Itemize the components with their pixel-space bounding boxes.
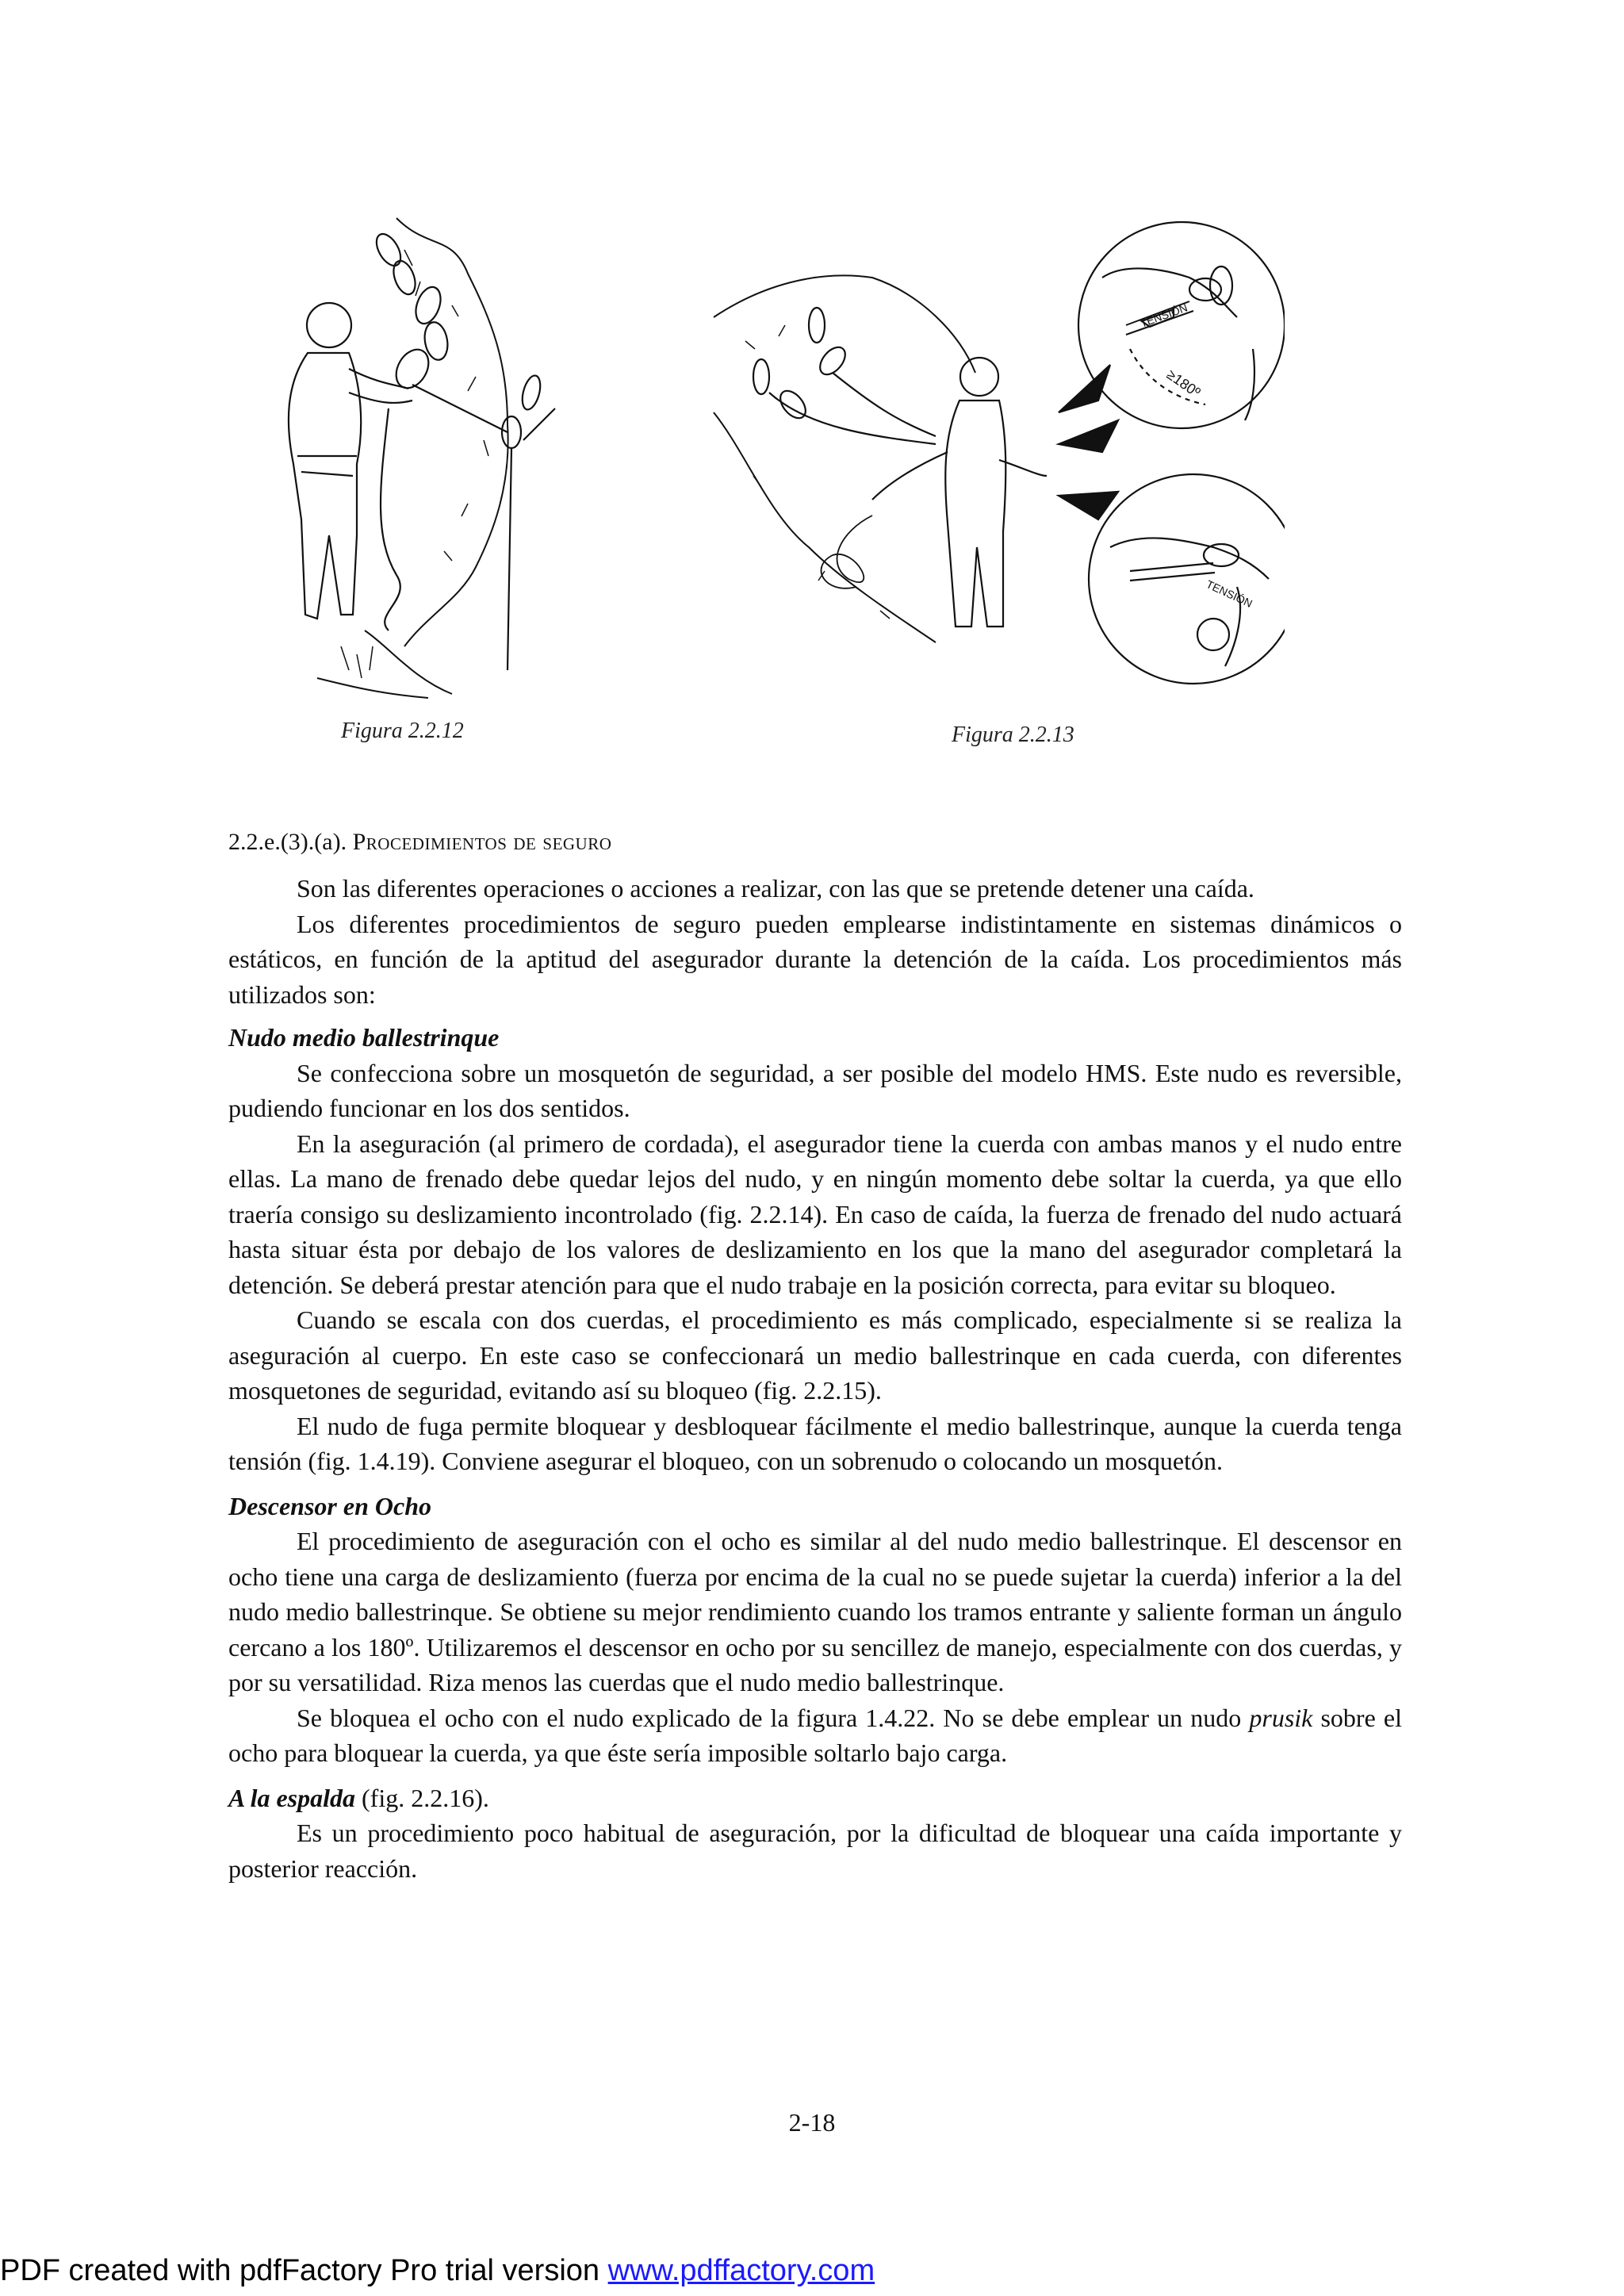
paragraph: Los diferentes procedimientos de seguro pueden emplearse indistintamente en sistemas dinámicos o estáticos, en función de la aptitud del asegurador durante la detención de la caída. Los procedimientos más utilizados son: <box>228 909 1402 1009</box>
section-title: Procedimientos de seguro <box>352 829 612 855</box>
angle-label: ≥180º <box>1163 366 1204 401</box>
pdf-watermark-footer <box>0 2254 875 2288</box>
footer-text: PDF created with pdfFactory Pro trial version <box>0 2254 608 2287</box>
section-heading <box>228 829 611 856</box>
figure-caption: Figura 2.2.13 <box>952 723 1074 747</box>
paragraph <box>228 1700 1402 1771</box>
subheading: Nudo medio ballestrinque <box>228 1023 500 1052</box>
tension-label: TENSIÓN <box>1138 301 1189 330</box>
text-run: sobre el ocho para bloquear la cuerda, ya que éste sería imposible soltarlo bajo carga. <box>228 1703 1403 1767</box>
figure-2-2-12-illustration <box>270 202 603 710</box>
footer-link[interactable]: www.pdffactory.com <box>607 2254 875 2287</box>
paragraph: Es un procedimiento poco habitual de aseguración, por la dificultad de bloquear una caída importante y posterior reacción. <box>228 1819 1402 1883</box>
subheading-line <box>228 1780 1402 1816</box>
page-number: 2-18 <box>788 2108 836 2137</box>
subheading: Descensor en Ocho <box>228 1491 431 1520</box>
figure-reference: (fig. 2.2.16). <box>355 1783 489 1812</box>
paragraph: El procedimiento de aseguración con el ocho es similar al del nudo medio ballestrinque. El descensor en ocho tiene una carga de deslizamiento (fuerza por encima de la cual no se puede sujetar la cuerda) inferior a la del nudo medio ballestrinque. Se obtiene su mejor rendimiento cuando los tramos entrante y saliente forman un ángulo cercano a los 180º. Utilizaremos el descensor en ocho por su sencillez de manejo, especialmente con dos cuerdas, y por su versatilidad. Riza menos las cuerdas que el nudo medio ballestrinque. <box>228 1527 1402 1696</box>
text-run: Se bloquea el ocho con el nudo explicado de la figura 1.4.22. No se debe emplear un nudo <box>297 1703 1250 1732</box>
figure-caption: Figura 2.2.12 <box>341 719 464 743</box>
section-number: 2.2.e.(3).(a). <box>228 829 347 855</box>
paragraph: Son las diferentes operaciones o acciones a realizar, con las que se pretende detener una caída. <box>297 874 1254 903</box>
paragraph: En la aseguración (al primero de cordada), el asegurador tiene la cuerda con ambas manos y el nudo entre ellas. La mano de frenado debe quedar lejos del nudo, y en ningún momento debe soltar la cuerda, ya que ello traería consigo su deslizamiento incontrolado (fig. 2.2.14). En caso de caída, la fuerza de frenado del nudo actuará hasta situar ésta por debajo de los valores de deslizamiento en los que la mano del asegurador completará la detención. Se deberá prestar atención para que el nudo trabaje en la posición correcta, para evitar su bloqueo. <box>228 1129 1402 1299</box>
body-text <box>228 871 1402 1886</box>
paragraph: Se confecciona sobre un mosquetón de seguridad, a ser posible del modelo HMS. Este nudo es reversible, pudiendo funcionar en los dos sentidos. <box>228 1058 1402 1122</box>
italic-term: prusik <box>1249 1703 1313 1732</box>
figure-2-2-13-illustration <box>698 214 1285 706</box>
subheading: A la espalda <box>228 1783 356 1812</box>
paragraph: Cuando se escala con dos cuerdas, el procedimiento es más complicado, especialmente si se realiza la aseguración al cuerpo. En este caso se confeccionará un medio ballestrinque en cada cuerda, con diferentes mosquetones de seguridad, evitando así su bloqueo (fig. 2.2.15). <box>228 1305 1402 1405</box>
tension-label: TENSIÓN <box>1204 577 1254 611</box>
paragraph: El nudo de fuga permite bloquear y desbloquear fácilmente el medio ballestrinque, aunque la cuerda tenga tensión (fig. 1.4.19). Conviene asegurar el bloqueo, con un sobrenudo o colocando un mosquetón. <box>228 1411 1402 1475</box>
